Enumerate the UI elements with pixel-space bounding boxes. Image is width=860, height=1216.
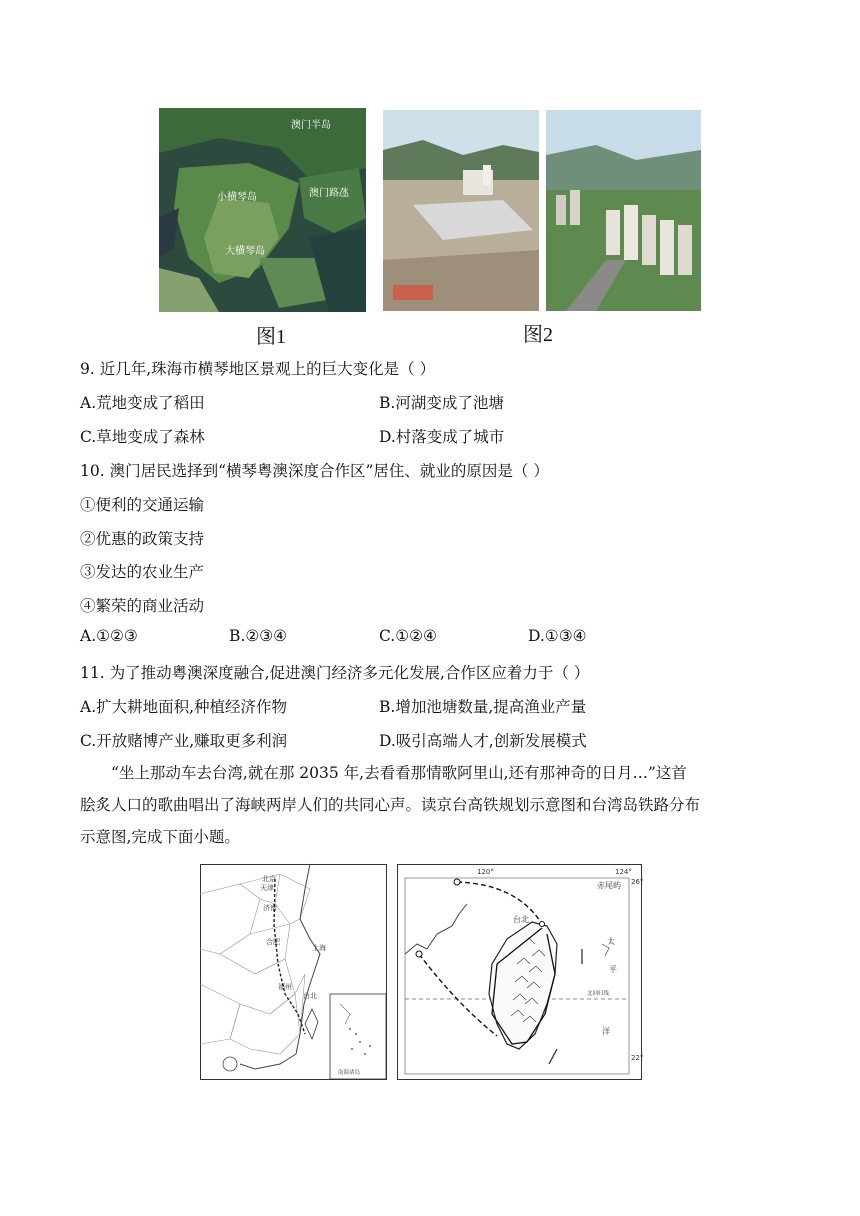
figure-2-caption: 图2 <box>523 324 553 346</box>
tick-124: 124° <box>615 868 632 876</box>
question-9-stem: 9. 近几年,珠海市横琴地区景观上的巨大变化是（ ） <box>80 360 436 378</box>
figure-1-caption: 图1 <box>256 326 286 348</box>
question-10-option-a[interactable]: A.①②③ <box>80 627 138 645</box>
fig1-label-cotai: 澳门路氹 <box>309 188 349 199</box>
fig1-label-dahengqin: 大横琴岛 <box>225 246 265 257</box>
figure-2-photo-construction <box>383 110 539 311</box>
left-map-label-fuzhou: 福州 <box>278 983 292 991</box>
reading-passage <box>80 757 780 853</box>
tropic-label: 北回归线 <box>587 991 610 997</box>
question-10-statement-2: ②优惠的政策支持 <box>80 530 205 548</box>
left-map-label-nanhai: 南海诸岛 <box>338 1070 361 1076</box>
passage-line-3: 示意图,完成下面小题。 <box>80 828 240 846</box>
question-10-statement-1: ①便利的交通运输 <box>80 496 205 514</box>
right-map-label-taipei: 台北 <box>513 915 529 924</box>
tick-22: 22° <box>631 1054 644 1062</box>
figure-2-photo-city <box>546 110 701 311</box>
left-map-label-hefei: 合肥 <box>266 938 280 946</box>
city-photo-graphic <box>546 110 701 311</box>
passage-line-1: “坐上那动车去台湾,就在那 2035 年,去看看那情歌阿里山,还有那神奇的日月…”这首 <box>111 764 687 782</box>
question-11-option-b[interactable]: B.增加池塘数量,提高渔业产量 <box>379 698 587 716</box>
question-10-statement-3: ③发达的农业生产 <box>80 563 205 581</box>
question-10-option-d[interactable]: D.①③④ <box>528 627 587 645</box>
left-map-label-shanghai: 上海 <box>312 944 326 952</box>
fig1-label-macau-peninsula: 澳门半岛 <box>291 120 331 131</box>
right-map-label-yang: 洋 <box>602 1027 610 1036</box>
left-map-label-tianjin: 天津 <box>260 884 274 892</box>
tick-26: 26° <box>631 878 644 886</box>
left-map-graphic <box>200 864 387 1080</box>
question-10-statement-4: ④繁荣的商业活动 <box>80 597 205 615</box>
question-11-option-d[interactable]: D.吸引高端人才,创新发展模式 <box>379 732 587 750</box>
right-map-label-ping: 平 <box>609 965 617 974</box>
question-9-option-c[interactable]: C.草地变成了森林 <box>80 428 205 446</box>
question-10-stem: 10. 澳门居民选择到“横琴粤澳深度合作区”居住、就业的原因是（ ） <box>80 462 549 480</box>
fig1-label-xiaohengqin: 小横琴岛 <box>217 192 257 203</box>
map-beijing-taipei-hsr <box>200 864 387 1080</box>
left-map-label-jinan: 济南 <box>263 904 277 912</box>
construction-photo-graphic <box>383 110 539 311</box>
question-11-option-c[interactable]: C.开放赌博产业,赚取更多利润 <box>80 732 288 750</box>
question-9-option-a[interactable]: A.荒地变成了稻田 <box>80 394 205 412</box>
figure-1-satellite-image <box>159 108 366 312</box>
question-11-option-a[interactable]: A.扩大耕地面积,种植经济作物 <box>80 698 288 716</box>
tick-120: 120° <box>477 868 494 876</box>
map-taiwan-railway <box>397 864 642 1080</box>
question-11-stem: 11. 为了推动粤澳深度融合,促进澳门经济多元化发展,合作区应着力于（ ） <box>80 664 590 682</box>
left-map-label-taipei: 台北 <box>303 992 317 1000</box>
question-9-option-b[interactable]: B.河湖变成了池塘 <box>379 394 504 412</box>
right-map-label-tai: 太 <box>607 937 615 946</box>
right-map-graphic <box>397 864 642 1080</box>
question-10-option-c[interactable]: C.①②④ <box>379 627 437 645</box>
left-map-label-beijing: 北京 <box>262 875 276 883</box>
south-china-sea-inset <box>330 994 386 1079</box>
question-10-option-b[interactable]: B.②③④ <box>229 627 288 645</box>
question-9-option-d[interactable]: D.村落变成了城市 <box>379 428 505 446</box>
passage-line-2: 脍炙人口的歌曲唱出了海峡两岸人们的共同心声。读京台高铁规划示意图和台湾岛铁路分布 <box>80 796 701 814</box>
satellite-map-graphic <box>159 108 366 312</box>
right-map-label-chiweiyu: 赤尾屿 <box>597 881 621 890</box>
